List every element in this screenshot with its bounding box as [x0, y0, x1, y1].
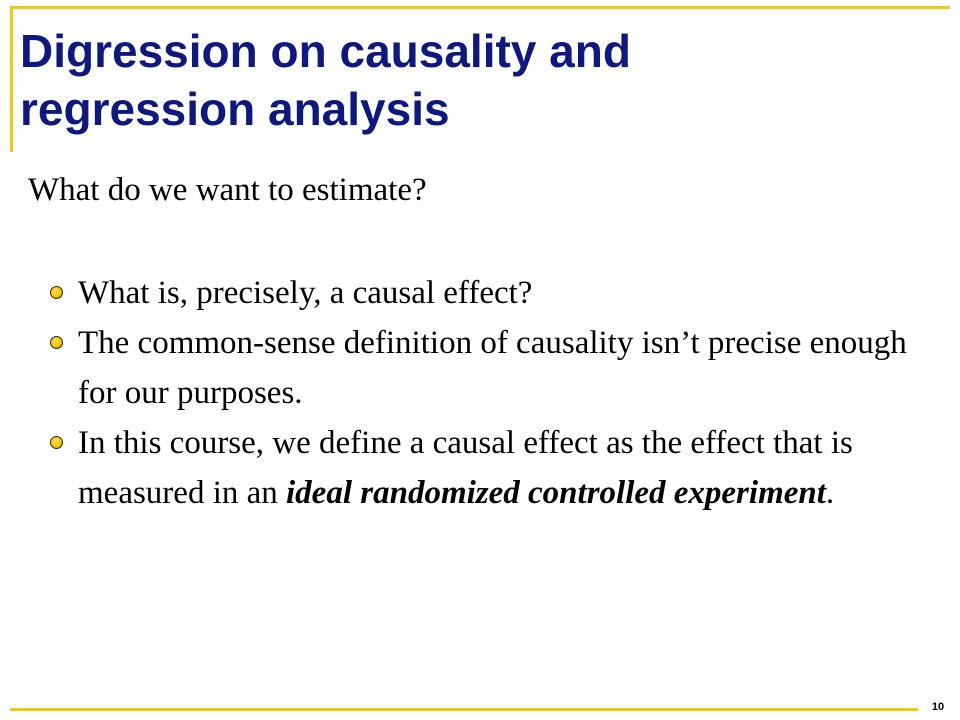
- bullet-text-3-emphasis: ideal randomized controlled experiment: [286, 475, 826, 511]
- top-accent-rule: [10, 6, 950, 9]
- bullet-text-3-before: In this course, we define a causal effect as the effect that is measured in an: [78, 425, 853, 511]
- bullet-item-1: [48, 268, 928, 318]
- bullet-list: [48, 268, 928, 518]
- slide-title-line-1: Digression on causality and: [20, 25, 631, 77]
- slide-title: [20, 22, 920, 138]
- bullet-icon: [50, 336, 63, 349]
- bullet-text-2: The common-sense definition of causality isn’t precise enough for our purposes.: [78, 325, 907, 411]
- slide-subtitle: What do we want to estimate?: [28, 172, 427, 208]
- bullet-item-2: [48, 318, 928, 418]
- bullet-item-3: [48, 418, 928, 518]
- page-number: 10: [931, 701, 945, 713]
- bullet-icon: [50, 436, 63, 449]
- bullet-text-3-after: .: [825, 475, 835, 511]
- left-accent-rule: [10, 6, 13, 152]
- slide-title-line-2: regression analysis: [20, 83, 450, 135]
- bottom-accent-rule: [10, 708, 918, 711]
- bullet-text-1: What is, precisely, a causal effect?: [78, 275, 533, 311]
- bullet-icon: [50, 286, 63, 299]
